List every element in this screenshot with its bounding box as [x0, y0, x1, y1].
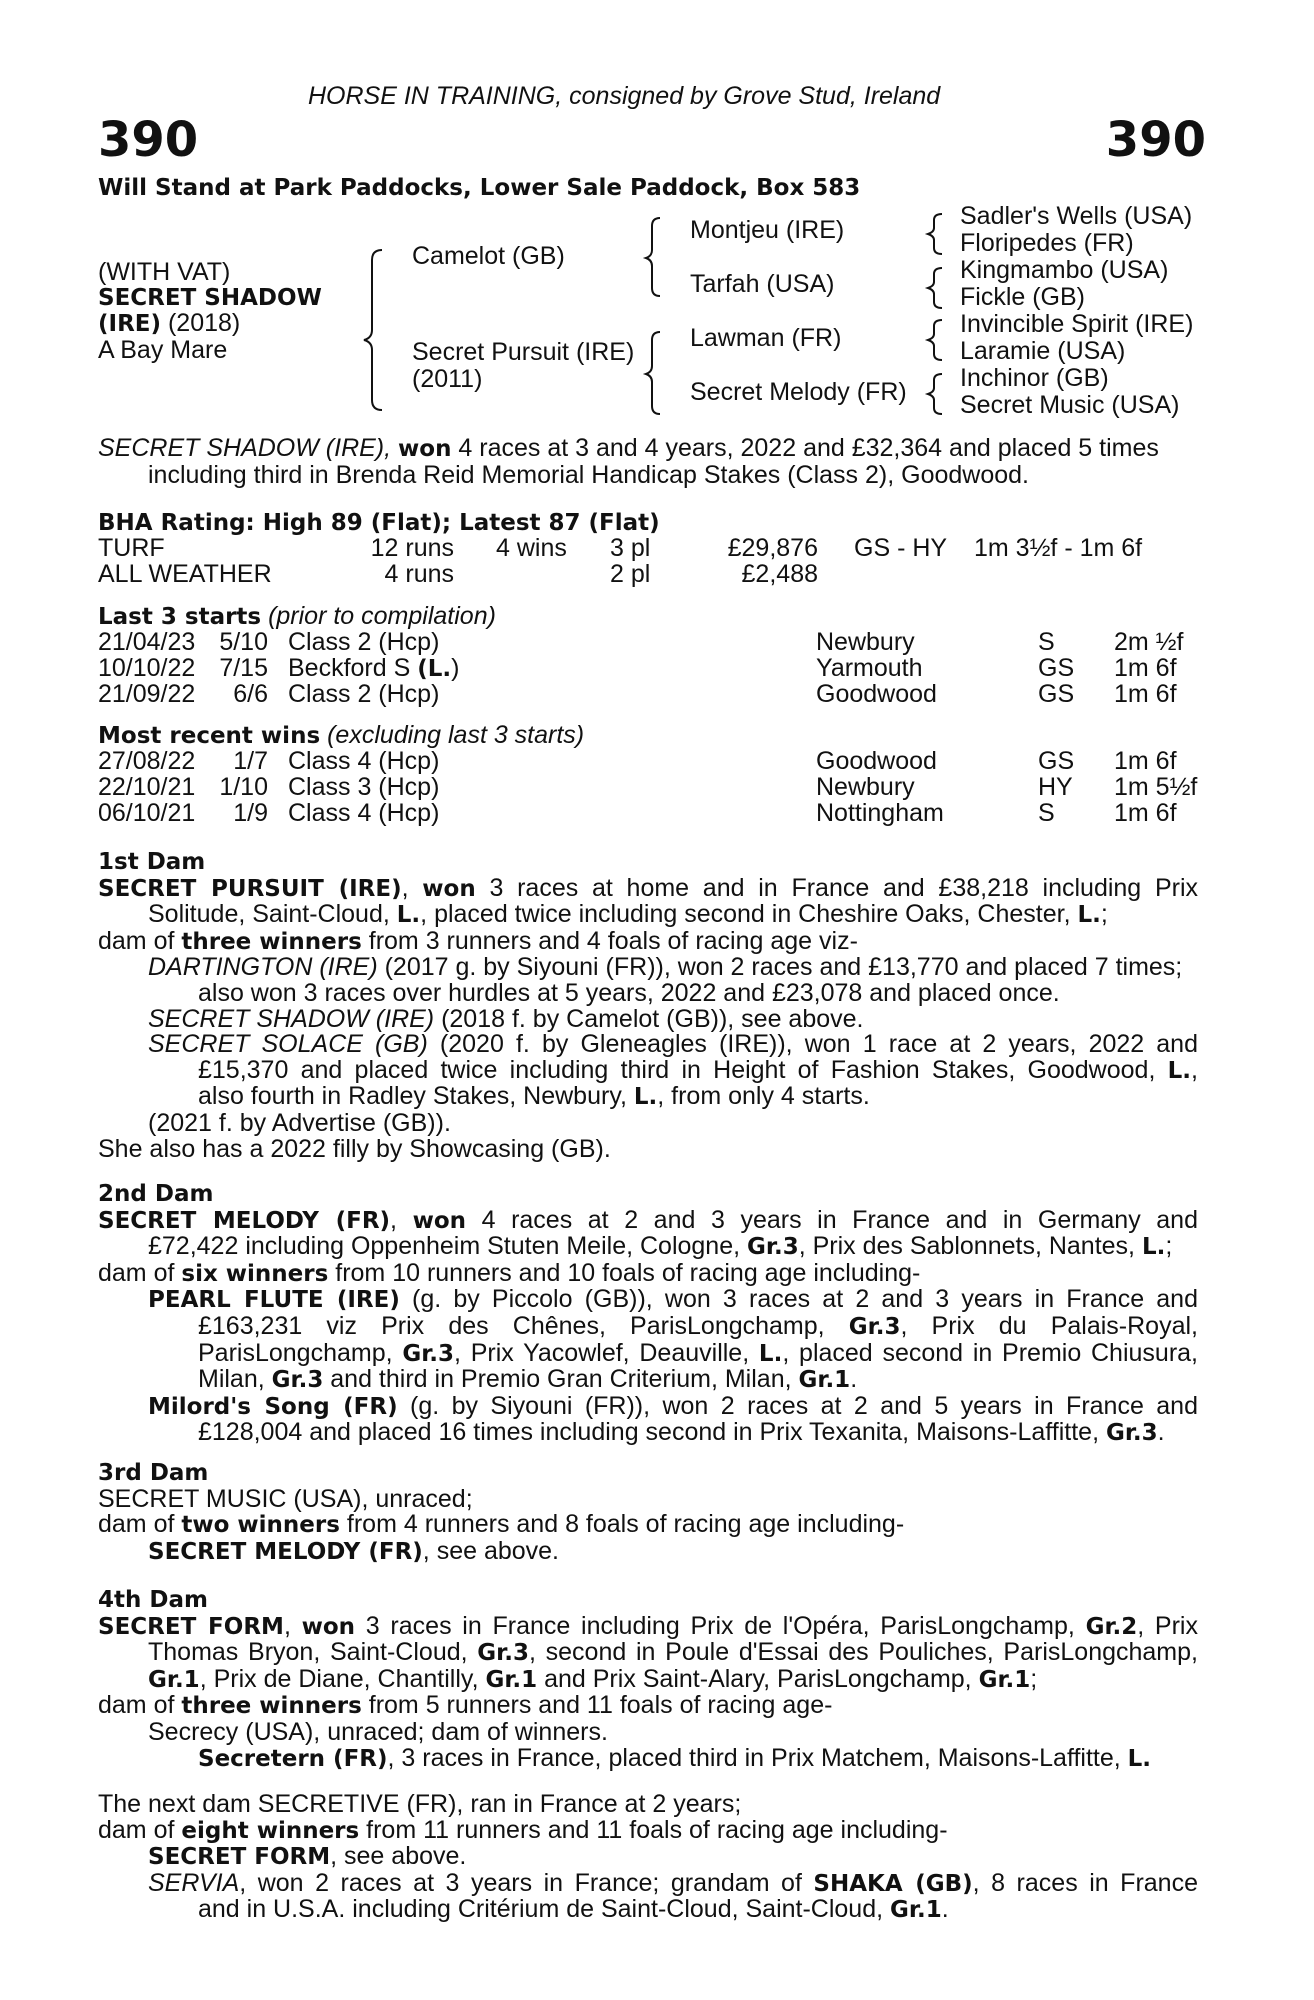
listed-label: L. — [758, 1340, 783, 1367]
bha-rating-title: BHA Rating: High 89 (Flat); Latest 87 (Flat) — [98, 510, 660, 536]
produce-name: SECRET FORM — [148, 1844, 331, 1871]
won-label: won — [301, 1613, 356, 1640]
group-label: Gr.3 — [747, 1234, 799, 1261]
rating-prize: £29,876 — [727, 534, 818, 562]
first-dam-section — [98, 850, 1198, 1162]
race-summary — [98, 436, 1198, 488]
group-label: Gr.3 — [848, 1313, 901, 1340]
win-distance: 1m 6f — [1114, 747, 1177, 775]
dam-name: SECRET FORM — [98, 1613, 284, 1640]
dam-text: The next dam SECRETIVE (FR), ran in France at 2 years; — [98, 1790, 742, 1818]
horse-name: SECRET SHADOW — [98, 284, 322, 311]
win-distance: 1m 6f — [1114, 799, 1177, 827]
produce-text: , 3 races in France, placed third in Prix Matchem, Maisons-Laffitte, — [387, 1743, 1128, 1772]
start-race: Class 2 (Hcp) — [288, 628, 440, 656]
win-date: 06/10/21 — [98, 799, 196, 827]
start-distance: 1m 6f — [1114, 654, 1177, 682]
produce-text: Secrecy (USA), unraced; dam of winners. — [148, 1717, 608, 1746]
win-date: 22/10/21 — [98, 773, 196, 801]
dam-text: £72,422 including Oppenheim Stuten Meile, Cologne, — [148, 1232, 748, 1261]
win-position: 1/7 — [233, 747, 268, 775]
separator: , — [283, 1611, 302, 1640]
dam-text: , Prix des Sablonnets, Nantes, — [798, 1232, 1142, 1261]
dam-text: from 3 runners and 4 foals of racing age viz- — [361, 926, 858, 955]
produce-text: , see above. — [422, 1536, 560, 1565]
produce-text: , see above. — [330, 1842, 467, 1871]
win-distance: 1m 5½f — [1114, 773, 1198, 801]
listed-label: L. — [396, 902, 421, 929]
third-dam-section — [98, 1461, 1198, 1565]
dam-name: SECRET PURSUIT (IRE) — [98, 875, 402, 902]
rating-surface: ALL WEATHER — [98, 560, 272, 588]
rating-distance: 1m 3½f - 1m 6f — [974, 534, 1143, 562]
dam-text: , second in Poule d'Essai des Pouliches, ParisLongchamp, — [528, 1638, 1198, 1667]
horse-description: A Bay Mare — [98, 335, 228, 364]
dam-text: from 10 runners and 10 foals of racing age including- — [328, 1258, 921, 1287]
summary-won: won — [398, 436, 452, 462]
group-label: Gr.3 — [477, 1640, 529, 1667]
group-label: Gr.1 — [978, 1666, 1031, 1693]
dam-text: ; — [1165, 1232, 1173, 1261]
vat-label: (WITH VAT) — [98, 258, 231, 286]
win-race: Class 4 (Hcp) — [288, 799, 440, 827]
win-course: Nottingham — [816, 799, 944, 827]
dam-text: SECRET MUSIC (USA), unraced; — [98, 1484, 473, 1513]
rating-going: GS - HY — [854, 534, 948, 562]
pedigree-dam-dam: Secret Melody (FR) — [690, 378, 907, 406]
pedigree-ddd: Secret Music (USA) — [960, 391, 1180, 419]
summary-text: 4 races at 3 and 4 years, 2022 and £32,364 and placed 5 times — [451, 434, 1159, 462]
produce-name: Milord's Song (FR) — [148, 1393, 398, 1420]
rating-placed: 3 pl — [610, 534, 651, 562]
produce-text: £128,004 and placed 16 times including second in Prix Texanita, Maisons-Laffitte, — [198, 1418, 1106, 1447]
separator: , — [401, 873, 423, 902]
win-course: Newbury — [816, 773, 915, 801]
produce-text: and in U.S.A. including Critérium de Saint-Cloud, Saint-Cloud, — [198, 1895, 891, 1924]
produce-text: (2018 f. by Camelot (GB)), see above. — [434, 1004, 864, 1033]
pedigree-dam-sire: Lawman (FR) — [690, 324, 842, 352]
winners-count: eight winners — [181, 1817, 360, 1844]
start-course: Newbury — [816, 628, 915, 656]
winners-count: three winners — [181, 928, 362, 955]
dam-text: 3 races in France including Prix de l'Opéra, ParisLongchamp, — [355, 1611, 1086, 1640]
summary-text-2: including third in Brenda Reid Memorial Handicap Stakes (Class 2), Goodwood. — [148, 460, 1029, 489]
start-race: Class 2 (Hcp) — [288, 680, 440, 708]
produce-text: £163,231 viz Prix des Chênes, ParisLongchamp, — [198, 1311, 849, 1340]
dam-text: and Prix Saint-Alary, ParisLongchamp, — [537, 1664, 979, 1693]
last3-heading — [98, 604, 496, 631]
horse-identity — [98, 260, 322, 363]
listed-label: L. — [1141, 1234, 1166, 1261]
produce-text: . — [850, 1365, 858, 1394]
fourth-dam-heading: 4th Dam — [98, 1587, 208, 1613]
dam-text: , Prix de Diane, Chantilly, — [199, 1664, 486, 1693]
dam-text: ; — [1030, 1664, 1038, 1693]
recent-wins-title: Most recent wins — [98, 723, 321, 749]
start-position: 7/15 — [219, 654, 268, 682]
start-going: GS — [1038, 654, 1075, 682]
produce-name: DARTINGTON (IRE) — [148, 953, 378, 982]
pedigree-dam: Secret Pursuit (IRE) — [412, 338, 635, 366]
pedigree-sss: Sadler's Wells (USA) — [960, 202, 1193, 230]
start-race-listed: (L. — [417, 656, 452, 682]
produce-name: SECRET SHADOW (IRE) — [148, 1004, 435, 1033]
start-course: Yarmouth — [816, 654, 923, 682]
start-going: S — [1038, 628, 1055, 656]
second-dam-section — [98, 1182, 1198, 1447]
pedigree-dds: Inchinor (GB) — [960, 364, 1109, 392]
last3-note: (prior to compilation) — [261, 602, 496, 630]
win-going: GS — [1038, 747, 1075, 775]
start-course: Goodwood — [816, 680, 937, 708]
produce-text: She also has a 2022 filly by Showcasing (GB). — [98, 1134, 611, 1163]
start-position: 5/10 — [219, 628, 268, 656]
produce-text: , 8 races in France — [972, 1868, 1198, 1897]
next-dam-section — [98, 1792, 1198, 1924]
produce-text: , placed second in Premio Chiusura, — [782, 1338, 1198, 1367]
produce-text: . — [1157, 1418, 1165, 1447]
win-race: Class 3 (Hcp) — [288, 773, 440, 801]
dam-name: SECRET MELODY (FR) — [98, 1207, 391, 1234]
group-label: Gr.1 — [148, 1666, 200, 1693]
horse-year: (2018) — [161, 309, 241, 338]
won-label: won — [422, 875, 476, 902]
produce-name: SECRET MELODY (FR) — [148, 1538, 423, 1565]
win-date: 27/08/22 — [98, 747, 196, 775]
recent-wins-heading — [98, 723, 584, 750]
produce-text: . — [941, 1895, 949, 1924]
produce-name: SHAKA (GB) — [813, 1870, 973, 1897]
group-label: Gr.3 — [1105, 1420, 1158, 1447]
dam-text: Thomas Bryon, Saint-Cloud, — [148, 1638, 478, 1667]
group-label: Gr.3 — [271, 1367, 324, 1394]
produce-text: also won 3 races over hurdles at 5 years, 2022 and £23,078 and placed once. — [198, 978, 1060, 1007]
dam-text: dam of — [98, 1258, 182, 1287]
group-label: Gr.2 — [1085, 1613, 1138, 1640]
lot-number-right: 390 — [1105, 112, 1206, 168]
start-distance: 1m 6f — [1114, 680, 1177, 708]
produce-name: SERVIA — [148, 1868, 240, 1897]
produce-text: (2021 f. by Advertise (GB)). — [148, 1108, 451, 1137]
dam-text: dam of — [98, 926, 182, 955]
dam-text: , Prix — [1137, 1611, 1198, 1640]
produce-text: (2017 g. by Siyouni (FR)), won 2 races and £13,770 and placed 7 times; — [377, 953, 1183, 982]
stand-location: Will Stand at Park Paddocks, Lower Sale Paddock, Box 583 — [98, 175, 861, 201]
produce-text: £15,370 and placed twice including third in Height of Fashion Stakes, Goodwood, — [198, 1055, 1168, 1084]
pedigree-dsd: Laramie (USA) — [960, 337, 1126, 365]
produce-text: (g. by Siyouni (FR)), won 2 races at 2 and 5 years in France and — [397, 1391, 1198, 1420]
produce-text: and third in Premio Gran Criterium, Milan, — [323, 1365, 799, 1394]
second-dam-heading: 2nd Dam — [98, 1181, 214, 1207]
last3-title: Last 3 starts — [98, 604, 262, 630]
group-label: Gr.1 — [485, 1666, 538, 1693]
produce-name: Secretern (FR) — [198, 1745, 388, 1772]
produce-text: ParisLongchamp, — [198, 1338, 403, 1367]
produce-text: , won 2 races at 3 years in France; grandam of — [239, 1868, 814, 1897]
recent-wins-note: (excluding last 3 starts) — [320, 721, 585, 749]
winners-count: six winners — [181, 1260, 329, 1287]
win-position: 1/10 — [219, 773, 268, 801]
produce-name: PEARL FLUTE (IRE) — [148, 1287, 400, 1314]
rating-runs: 12 runs — [370, 534, 454, 562]
start-distance: 2m ½f — [1114, 628, 1184, 656]
group-label: Gr.1 — [890, 1897, 942, 1924]
dam-text: dam of — [98, 1815, 182, 1844]
third-dam-heading: 3rd Dam — [98, 1460, 209, 1486]
first-dam-heading: 1st Dam — [98, 849, 206, 875]
dam-text: dam of — [98, 1691, 182, 1720]
produce-text: , — [1191, 1055, 1198, 1084]
pedigree-sire-sire: Montjeu (IRE) — [690, 216, 845, 244]
separator: , — [390, 1205, 413, 1234]
dam-text: ; — [1100, 900, 1108, 929]
pedigree-ssd: Floripedes (FR) — [960, 229, 1134, 257]
win-position: 1/9 — [233, 799, 268, 827]
produce-text: Milan, — [198, 1365, 272, 1394]
start-position: 6/6 — [233, 680, 268, 708]
dam-text: 4 races at 2 and 3 years in France and in Germany and — [466, 1205, 1198, 1234]
start-date: 21/04/23 — [98, 628, 196, 656]
produce-name: SECRET SOLACE (GB) — [148, 1030, 428, 1059]
produce-text: also fourth in Radley Stakes, Newbury, — [198, 1082, 634, 1111]
pedigree-sdd: Fickle (GB) — [960, 283, 1085, 311]
winners-count: three winners — [181, 1693, 362, 1720]
dam-text: 3 races at home and in France and £38,218 including Prix — [475, 873, 1198, 902]
rating-placed: 2 pl — [610, 560, 651, 588]
listed-label: L. — [633, 1084, 658, 1111]
dam-text: from 5 runners and 11 foals of racing age- — [361, 1691, 833, 1720]
dam-text: , placed twice including second in Cheshire Oaks, Chester, — [420, 900, 1078, 929]
horse-origin: (IRE) — [98, 311, 162, 338]
listed-label: L. — [1077, 902, 1101, 929]
dam-text: Solitude, Saint-Cloud, — [148, 900, 397, 929]
listed-label: L. — [1127, 1745, 1152, 1772]
win-going: S — [1038, 799, 1055, 827]
rating-wins: 4 wins — [496, 534, 567, 562]
pedigree-sire-dam: Tarfah (USA) — [690, 270, 835, 298]
pedigree-sire: Camelot (GB) — [412, 242, 565, 270]
win-race: Class 4 (Hcp) — [288, 747, 440, 775]
winners-count: two winners — [181, 1512, 340, 1539]
produce-text: , from only 4 starts. — [657, 1082, 870, 1111]
pedigree-dam-year: (2011) — [412, 365, 483, 393]
lot-number-left: 390 — [98, 112, 199, 168]
summary-horse-name: SECRET SHADOW (IRE), — [98, 434, 399, 462]
group-label: Gr.1 — [798, 1367, 851, 1394]
pedigree-dss: Invincible Spirit (IRE) — [960, 310, 1194, 338]
group-label: Gr.3 — [402, 1340, 455, 1367]
rating-runs: 4 runs — [384, 560, 454, 588]
win-course: Goodwood — [816, 747, 937, 775]
produce-text: (2020 f. by Gleneagles (IRE)), won 1 race at 2 years, 2022 and — [427, 1030, 1198, 1059]
consignment-line: HORSE IN TRAINING, consigned by Grove Stud, Ireland — [308, 82, 941, 110]
dam-text: dam of — [98, 1510, 182, 1539]
dam-text: from 4 runners and 8 foals of racing age including- — [339, 1510, 905, 1539]
win-going: HY — [1038, 773, 1073, 801]
start-going: GS — [1038, 680, 1075, 708]
produce-text: , Prix du Palais-Royal, — [900, 1311, 1198, 1340]
rating-prize: £2,488 — [741, 560, 818, 588]
produce-text: (g. by Piccolo (GB)), won 3 races at 2 and 3 years in France and — [399, 1285, 1198, 1314]
start-race: Beckford S — [288, 654, 418, 682]
produce-text: , Prix Yacowlef, Deauville, — [454, 1338, 759, 1367]
rating-surface: TURF — [98, 534, 165, 562]
start-date: 21/09/22 — [98, 680, 196, 708]
start-date: 10/10/22 — [98, 654, 196, 682]
won-label: won — [412, 1207, 467, 1234]
listed-label: L. — [1167, 1057, 1192, 1084]
dam-text: from 11 runners and 11 foals of racing age including- — [359, 1815, 948, 1844]
pedigree-sds: Kingmambo (USA) — [960, 256, 1169, 284]
start-race-end: ) — [451, 654, 460, 682]
fourth-dam-section — [98, 1588, 1198, 1772]
